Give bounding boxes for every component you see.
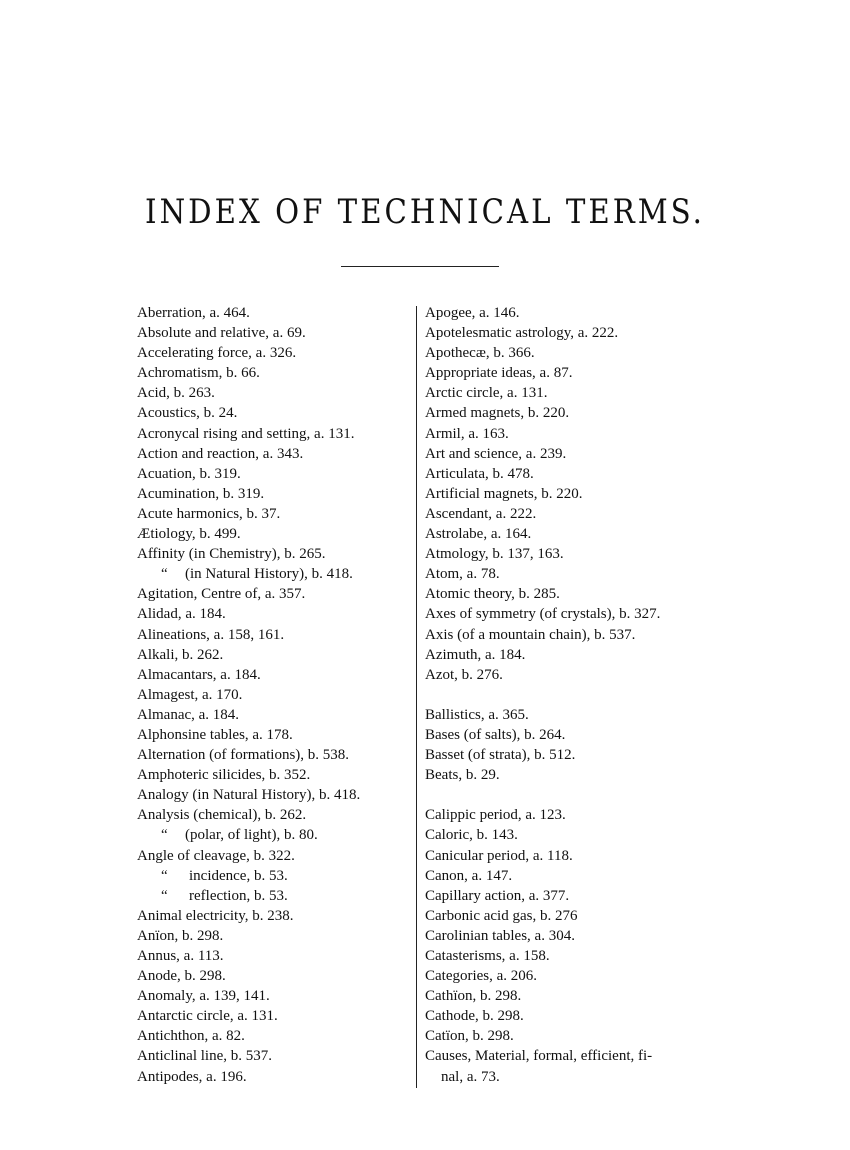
index-subentry xyxy=(137,886,412,906)
index-entry: Beats, b. 29. xyxy=(425,767,500,784)
index-entry: Axis (of a mountain chain), b. 537. xyxy=(425,626,636,643)
column-divider xyxy=(416,306,417,1088)
index-subentry xyxy=(137,866,412,886)
index-entry: Causes, Material, formal, efficient, fi- xyxy=(425,1048,653,1065)
index-entry: Appropriate ideas, a. 87. xyxy=(425,365,573,382)
index-entry: Axes of symmetry (of crystals), b. 327. xyxy=(425,606,661,623)
index-subentry-text: (polar, of light), b. 80. xyxy=(185,827,318,844)
index-entry: Bases (of salts), b. 264. xyxy=(425,726,566,743)
index-entry: Alineations, a. 158, 161. xyxy=(137,626,285,643)
index-entry: Acumination, b. 319. xyxy=(137,485,265,502)
index-entry: Almanac, a. 184. xyxy=(137,706,240,723)
index-entry: Almagest, a. 170. xyxy=(137,686,243,703)
index-entry: Alkali, b. 262. xyxy=(137,646,224,663)
index-entry: Agitation, Centre of, a. 357. xyxy=(137,586,306,603)
index-entry: Ascendant, a. 222. xyxy=(425,505,537,522)
index-entry: Catasterisms, a. 158. xyxy=(425,948,550,964)
index-entry: Acute harmonics, b. 37. xyxy=(137,505,281,522)
index-entry: Art and science, a. 239. xyxy=(425,445,567,462)
index-entry: Antarctic circle, a. 131. xyxy=(137,1008,278,1025)
index-entry: Armed magnets, b. 220. xyxy=(425,405,570,422)
index-subentry xyxy=(137,825,412,845)
index-entry: Antipodes, a. 196. xyxy=(137,1068,247,1085)
index-entry: Atomic theory, b. 285. xyxy=(425,586,560,603)
index-entry: Ballistics, a. 365. xyxy=(425,706,529,723)
index-entry: Capillary action, a. 377. xyxy=(425,887,570,904)
index-subentry-text: reflection, b. 53. xyxy=(189,887,288,904)
index-entry: Carolinian tables, a. 304. xyxy=(425,927,575,944)
index-entry: Armil, a. 163. xyxy=(425,425,509,442)
ditto-mark: “ xyxy=(161,566,168,583)
ditto-mark: “ xyxy=(161,827,168,844)
index-entry: Apogee, a. 146. xyxy=(425,305,520,321)
index-entry: Animal electricity, b. 238. xyxy=(137,907,294,924)
index-entry: Alternation (of formations), b. 538. xyxy=(137,747,350,764)
index-entry: Antichthon, a. 82. xyxy=(137,1028,245,1045)
index-entry: Analogy (in Natural History), b. 418. xyxy=(137,787,361,804)
index-subentry-text: incidence, b. 53. xyxy=(189,867,288,884)
index-entry: Canon, a. 147. xyxy=(425,867,513,884)
index-entry: Carbonic acid gas, b. 276 xyxy=(425,907,578,924)
index-entry: Basset (of strata), b. 512. xyxy=(425,747,576,764)
index-entry: Acronycal rising and setting, a. 131. xyxy=(137,425,355,442)
index-entry: Arctic circle, a. 131. xyxy=(425,385,548,402)
index-entry: Anode, b. 298. xyxy=(137,968,226,985)
index-entry: Angle of cleavage, b. 322. xyxy=(137,847,295,864)
index-entry: Achromatism, b. 66. xyxy=(137,365,260,382)
section-gap xyxy=(425,785,715,805)
index-entry: Acid, b. 263. xyxy=(137,385,215,402)
index-entry: Azimuth, a. 184. xyxy=(425,646,526,663)
page-title: INDEX OF TECHNICAL TERMS. xyxy=(145,192,705,232)
index-entry: Apotelesmatic astrology, a. 222. xyxy=(425,325,619,342)
index-entry: Azot, b. 276. xyxy=(425,666,503,683)
index-entry: Catïon, b. 298. xyxy=(425,1028,514,1045)
index-entry: Accelerating force, a. 326. xyxy=(137,345,297,362)
index-subentry-text: (in Natural History), b. 418. xyxy=(185,566,353,583)
index-column-right xyxy=(425,303,715,1087)
index-entry: Anticlinal line, b. 537. xyxy=(137,1048,272,1065)
index-entry: Calippic period, a. 123. xyxy=(425,807,566,824)
index-entry: Caloric, b. 143. xyxy=(425,827,518,844)
index-entry: Acuation, b. 319. xyxy=(137,465,241,482)
index-subentry xyxy=(137,564,412,584)
index-entry: Ætiology, b. 499. xyxy=(137,526,241,543)
index-entry: Affinity (in Chemistry), b. 265. xyxy=(137,546,326,563)
index-entry: Aberration, a. 464. xyxy=(137,305,250,321)
index-entry-continuation: nal, a. 73. xyxy=(441,1068,500,1085)
index-entry: Apothecæ, b. 366. xyxy=(425,345,535,362)
index-entry: Cathode, b. 298. xyxy=(425,1008,524,1025)
index-entry: Annus, a. 113. xyxy=(137,948,224,964)
index-entry: Atom, a. 78. xyxy=(425,566,500,583)
index-entry: Action and reaction, a. 343. xyxy=(137,445,304,462)
ditto-mark: “ xyxy=(161,887,168,904)
index-entry: Analysis (chemical), b. 262. xyxy=(137,807,307,824)
index-entry: Almacantars, a. 184. xyxy=(137,666,261,683)
section-gap xyxy=(425,685,715,705)
title-rule xyxy=(341,266,499,267)
index-entry: Astrolabe, a. 164. xyxy=(425,526,532,543)
index-entry: Articulata, b. 478. xyxy=(425,465,534,482)
index-entry: Absolute and relative, a. 69. xyxy=(137,325,306,342)
index-entry: Amphoteric silicides, b. 352. xyxy=(137,767,311,784)
ditto-mark: “ xyxy=(161,867,168,884)
index-column-left xyxy=(137,303,412,1087)
index-entry: Anïon, b. 298. xyxy=(137,927,224,944)
index-entry: Alphonsine tables, a. 178. xyxy=(137,726,293,743)
index-entry: Cathïon, b. 298. xyxy=(425,988,522,1005)
index-entry: Alidad, a. 184. xyxy=(137,606,226,623)
index-entry: Artificial magnets, b. 220. xyxy=(425,485,583,502)
index-entry: Atmology, b. 137, 163. xyxy=(425,546,564,563)
index-entry: Anomaly, a. 139, 141. xyxy=(137,988,270,1005)
index-entry: Acoustics, b. 24. xyxy=(137,405,238,422)
index-entry: Canicular period, a. 118. xyxy=(425,847,573,864)
index-entry: Categories, a. 206. xyxy=(425,968,538,985)
